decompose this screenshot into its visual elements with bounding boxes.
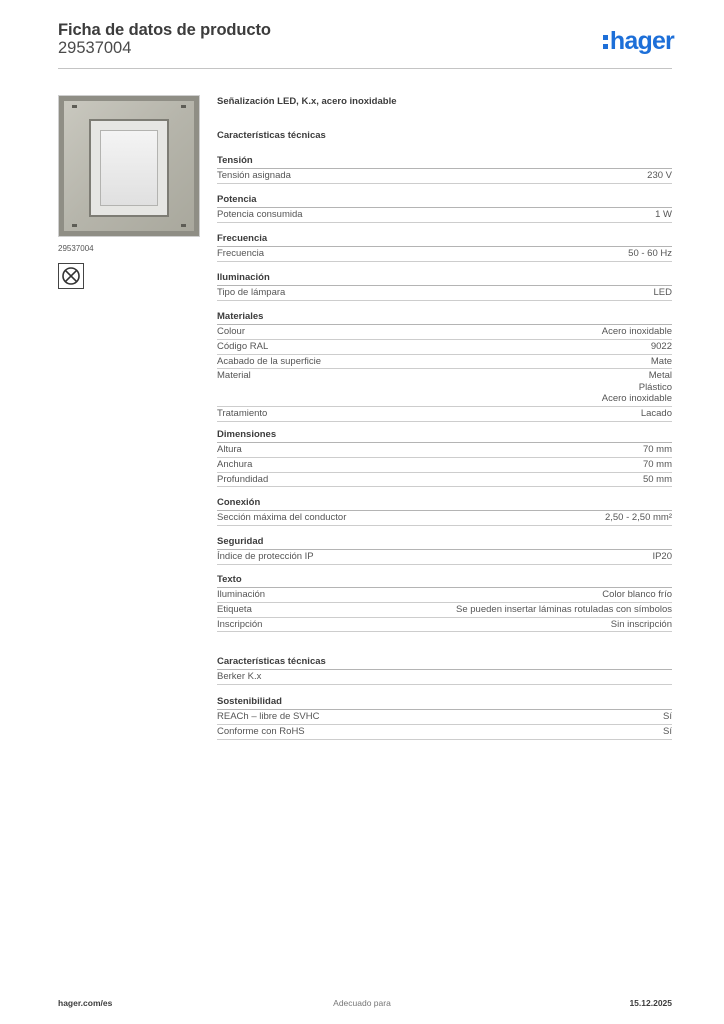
section-title: Potencia xyxy=(217,194,257,205)
spec-value: 2,50 - 2,50 mm² xyxy=(604,512,672,523)
footer-note: Adecuado para xyxy=(333,998,391,1008)
spec-value: Sí xyxy=(663,725,672,737)
spec-row xyxy=(217,286,672,301)
spec-label: Tratamiento xyxy=(217,408,268,420)
section-title: Tensión xyxy=(217,155,253,166)
spec-row xyxy=(217,725,672,740)
spec-label: Colour xyxy=(217,326,245,337)
lamp-symbol-icon xyxy=(58,263,84,289)
spec-value: Se pueden insertar láminas rotuladas con símbolos xyxy=(456,603,672,615)
spec-label: REACh – libre de SVHC xyxy=(217,711,320,722)
product-name: Señalización LED, K.x, acero inoxidable xyxy=(217,96,397,107)
spec-value: IP20 xyxy=(652,551,672,562)
spec-label: Sección máxima del conductor xyxy=(217,512,347,523)
hager-logo xyxy=(603,28,674,54)
spec-value: LED xyxy=(653,287,672,298)
spec-label: Anchura xyxy=(217,458,253,470)
spec-label: Altura xyxy=(217,444,242,455)
spec-label: Frecuencia xyxy=(217,248,264,259)
spec-label: Código RAL xyxy=(217,340,269,352)
spec-label: Potencia consumida xyxy=(217,209,303,220)
spec-value: 230 V xyxy=(647,170,672,181)
spec-row xyxy=(217,340,672,355)
spec-row xyxy=(217,325,672,340)
spec-value: Sin inscripción xyxy=(610,618,672,630)
spec-label: Iluminación xyxy=(217,589,266,600)
spec-row xyxy=(217,670,672,685)
section-title: Frecuencia xyxy=(217,233,268,244)
logo-colon-mark xyxy=(603,33,608,50)
spec-label: Acabado de la superficie xyxy=(217,355,322,367)
spec-row xyxy=(217,407,672,422)
page-title: Ficha de datos de producto xyxy=(58,21,271,39)
spec-value: 50 mm xyxy=(642,473,672,485)
image-caption: 29537004 xyxy=(58,244,94,253)
spec-row xyxy=(217,247,672,262)
spec-label: Material xyxy=(217,370,251,382)
section-title: Texto xyxy=(217,574,242,585)
product-code: 29537004 xyxy=(58,39,132,57)
spec-row xyxy=(217,511,672,526)
spec-row xyxy=(217,710,672,725)
spec-value: Lacado xyxy=(640,408,672,420)
section-title: Sostenibilidad xyxy=(217,696,282,707)
spec-label: Tipo de lámpara xyxy=(217,287,286,298)
section-title: Características técnicas xyxy=(217,656,326,667)
spec-value: 50 - 60 Hz xyxy=(628,248,672,259)
spec-value: 1 W xyxy=(655,209,672,220)
spec-value: 70 mm xyxy=(642,458,672,470)
spec-heading: Características técnicas xyxy=(217,130,326,141)
logo-text: hager xyxy=(609,27,674,55)
spec-row xyxy=(217,588,672,603)
spec-row xyxy=(217,443,672,458)
spec-row xyxy=(217,550,672,565)
spec-value: Sí xyxy=(663,711,672,722)
spec-value: 70 mm xyxy=(642,444,672,455)
spec-row xyxy=(217,355,672,370)
section-title: Seguridad xyxy=(217,536,264,547)
spec-label: Conforme con RoHS xyxy=(217,725,305,737)
spec-row xyxy=(217,473,672,488)
spec-value: Acero inoxidable xyxy=(601,326,672,337)
spec-label: Berker K.x xyxy=(217,671,262,682)
spec-row xyxy=(217,603,672,618)
section-title: Materiales xyxy=(217,311,264,322)
section-title: Dimensiones xyxy=(217,429,277,440)
section-title: Conexión xyxy=(217,497,261,508)
spec-row xyxy=(217,369,672,407)
spec-row xyxy=(217,458,672,473)
spec-label: Etiqueta xyxy=(217,603,252,615)
spec-label: Índice de protección IP xyxy=(217,551,314,562)
spec-label: Inscripción xyxy=(217,618,263,630)
spec-row xyxy=(217,618,672,633)
header-divider xyxy=(58,68,672,69)
spec-value: Mate xyxy=(650,355,672,367)
section-title: Iluminación xyxy=(217,272,270,283)
footer-date: 15.12.2025 xyxy=(629,998,672,1008)
footer-website[interactable]: hager.com/es xyxy=(58,998,113,1008)
spec-value: Color blanco frío xyxy=(602,589,672,600)
product-image xyxy=(58,95,200,237)
spec-label: Profundidad xyxy=(217,473,269,485)
spec-row xyxy=(217,169,672,184)
spec-value: 9022 xyxy=(650,340,672,352)
spec-row xyxy=(217,208,672,223)
spec-value: Metal Plástico Acero inoxidable xyxy=(601,370,672,405)
spec-label: Tensión asignada xyxy=(217,170,291,181)
